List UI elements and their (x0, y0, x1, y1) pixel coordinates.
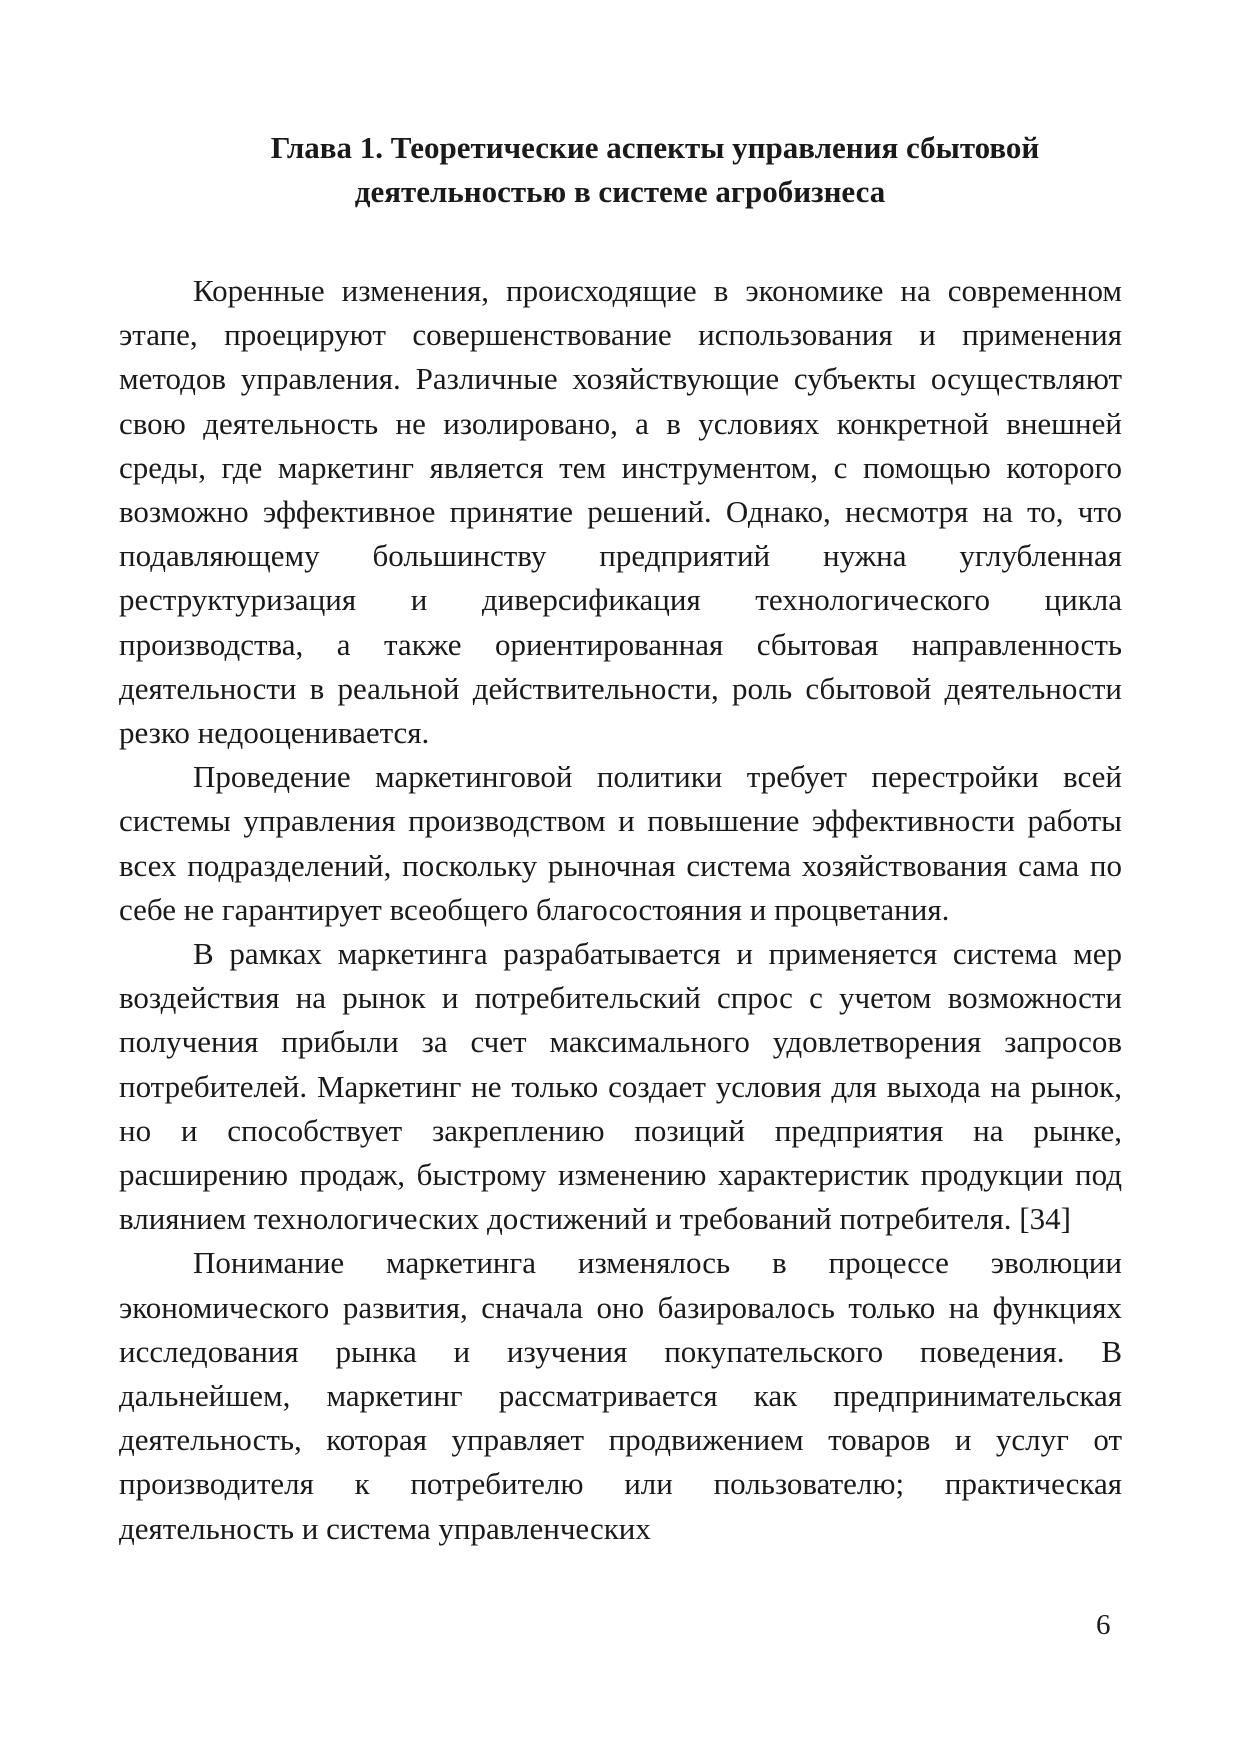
paragraph-1: Коренные изменения, происходящие в экономике на современном этапе, проецируют совершенствование использования и применения методов управления. Различные хозяйствующие субъекты осуществляют свою деятельность не изолировано, а в условиях конкретной внешней среды, где маркетинг является тем инструментом, с помощью которого возможно эффективное принятие решений. Однако, несмотря на то, что подавляющему большинству предприятий нужна углубленная реструктуризация и диверсификация технологического цикла производства, а также ориентированная сбытовая направленность деятельности в реальной действительности, роль сбытовой деятельности резко недооценивается. (119, 273, 1122, 751)
chapter-heading-line-1: Глава 1. Теоретические аспекты управления сбытовой (270, 130, 1040, 165)
paragraph-4: Понимание маркетинга изменялось в процессе эволюции экономического развития, сначала оно базировалось только на функциях исследования рынка и изучения покупательского поведения. В дальнейшем, маркетинг рассматривается как предпринимательская деятельность, которая управляет продвижением товаров и услуг от производителя к потребителю или пользователю; практическая деятельность и система управленческих (119, 1245, 1122, 1546)
page-number: 6 (1096, 1609, 1111, 1641)
chapter-heading (120, 126, 1120, 214)
body-text (119, 269, 1122, 1551)
paragraph-3: В рамках маркетинга разрабатывается и применяется система мер воздействия на рынок и потребительский спрос с учетом возможности получения прибыли за счет максимального удовлетворения запросов потребителей. Маркетинг не только создает условия для выхода на рынок, но и способствует закреплению позиций предприятия на рынке, расширению продаж, быстрому изменению характеристик продукции под влиянием технологических достижений и требований потребителя. [34] (119, 936, 1122, 1237)
paragraph-2: Проведение маркетинговой политики требует перестройки всей системы управления производством и повышение эффективности работы всех подразделений, поскольку рыночная система хозяйствования сама по себе не гарантирует всеобщего благосостояния и процветания. (119, 759, 1122, 927)
chapter-heading-line-2: деятельностью в системе агробизнеса (354, 174, 886, 209)
